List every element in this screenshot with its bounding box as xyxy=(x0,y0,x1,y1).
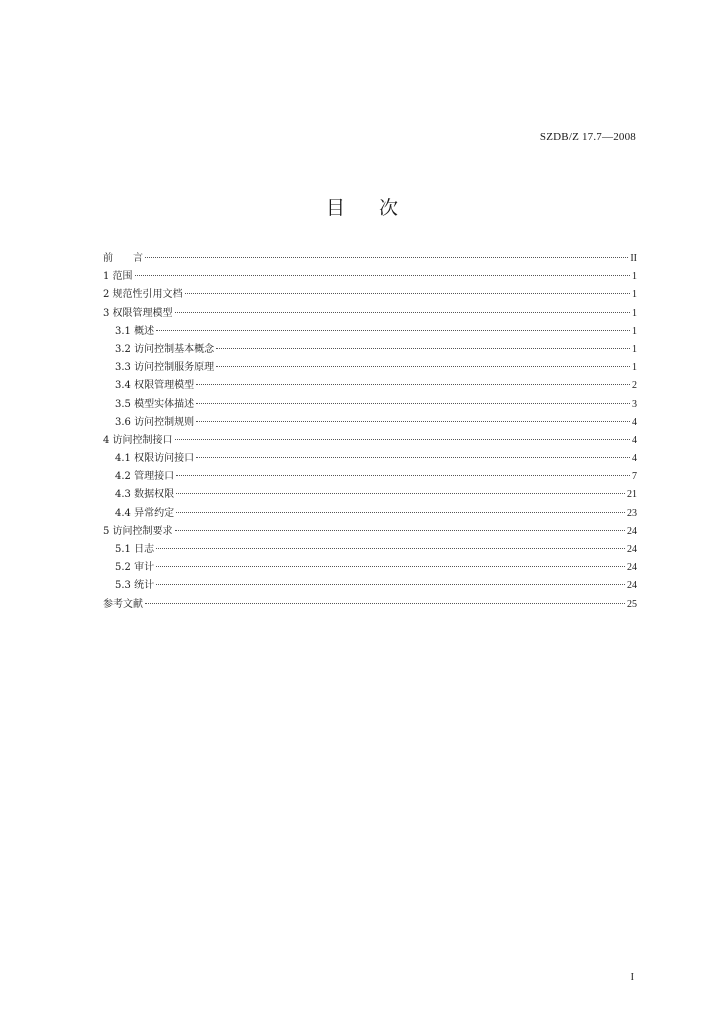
toc-entry-label: 4.3 数据权限 xyxy=(115,489,175,501)
toc-entry-page: 1 xyxy=(632,362,637,374)
dot-leader xyxy=(145,257,628,258)
title-char-2: 次 xyxy=(379,197,399,219)
dot-leader xyxy=(145,603,625,604)
toc-entry-page: 24 xyxy=(627,544,637,555)
toc-entry-page: 7 xyxy=(632,471,637,483)
toc-entry-label: 3.4 权限管理模型 xyxy=(115,380,195,392)
toc-entry-label: 5.2 审计 xyxy=(115,562,155,574)
dot-leader xyxy=(196,384,630,385)
page-number: I xyxy=(630,972,634,983)
toc-entry-label: 3 权限管理模型 xyxy=(103,307,173,319)
toc-entry-3-2[interactable] xyxy=(103,341,637,359)
toc-entry-label: 4.1 权限访问接口 xyxy=(115,453,195,465)
toc-entry-references[interactable] xyxy=(103,596,637,614)
standard-code: SZDB/Z 17.7—2008 xyxy=(539,131,636,143)
toc-entry-label: 5 访问控制要求 xyxy=(103,525,173,537)
dot-leader xyxy=(156,330,630,331)
toc-entry-5-1[interactable] xyxy=(103,541,637,559)
toc-entry-label: 5.3 统计 xyxy=(115,580,155,592)
toc-entry-page: 1 xyxy=(632,271,637,283)
toc-entry-4-4[interactable] xyxy=(103,505,637,523)
toc-entry-page: 1 xyxy=(632,307,637,319)
toc-entry-page: 23 xyxy=(627,507,637,519)
toc-entry-5-2[interactable] xyxy=(103,559,637,577)
dot-leader xyxy=(175,312,630,313)
toc-entry-label: 参考文献 xyxy=(103,598,143,610)
toc-entry-label: 1 范围 xyxy=(103,271,133,283)
toc-entry-page: 1 xyxy=(632,289,637,301)
toc-entry-page: 21 xyxy=(627,489,637,501)
toc-entry-3[interactable] xyxy=(103,305,637,323)
toc-entry-3-5[interactable] xyxy=(103,396,637,414)
toc-entry-2[interactable] xyxy=(103,286,637,304)
dot-leader xyxy=(156,584,625,585)
toc-entry-label: 4.2 管理接口 xyxy=(115,471,175,483)
toc-entry-5-3[interactable] xyxy=(103,577,637,595)
dot-leader xyxy=(176,493,625,494)
dot-leader xyxy=(176,512,625,513)
toc-entry-4-1[interactable] xyxy=(103,450,637,468)
dot-leader xyxy=(216,348,630,349)
toc-entry-page: II xyxy=(630,253,637,264)
toc-entry-page: 3 xyxy=(632,398,637,410)
dot-leader xyxy=(156,548,625,549)
toc-entry-4-3[interactable] xyxy=(103,486,637,504)
toc-entry-page: 24 xyxy=(627,580,637,592)
dot-leader xyxy=(196,403,630,404)
toc-entry-label: 3.6 访问控制规则 xyxy=(115,416,195,428)
table-of-contents xyxy=(103,250,637,614)
toc-entry-3-4[interactable] xyxy=(103,377,637,395)
dot-leader xyxy=(175,439,630,440)
page-title xyxy=(0,193,724,220)
toc-entry-label: 3.3 访问控制服务原理 xyxy=(115,362,215,374)
toc-entry-page: 2 xyxy=(632,380,637,392)
toc-entry-label: 3.5 模型实体描述 xyxy=(115,398,195,410)
toc-entry-page: 4 xyxy=(632,434,637,446)
toc-entry-3-6[interactable] xyxy=(103,414,637,432)
toc-entry-page: 25 xyxy=(627,598,637,610)
toc-entry-5[interactable] xyxy=(103,523,637,541)
dot-leader xyxy=(135,275,630,276)
toc-entry-1[interactable] xyxy=(103,268,637,286)
toc-entry-label: 5.1 日志 xyxy=(115,544,155,555)
toc-entry-label: 4.4 异常约定 xyxy=(115,507,175,519)
toc-entry-page: 4 xyxy=(632,416,637,428)
dot-leader xyxy=(196,457,630,458)
toc-entry-3-1[interactable] xyxy=(103,323,637,341)
toc-entry-4[interactable] xyxy=(103,432,637,450)
dot-leader xyxy=(185,293,630,294)
dot-leader xyxy=(156,566,625,567)
dot-leader xyxy=(176,475,630,476)
toc-entry-page: 24 xyxy=(627,562,637,574)
toc-entry-label: 3.1 概述 xyxy=(115,325,155,337)
toc-entry-label: 2 规范性引用文档 xyxy=(103,289,183,301)
dot-leader xyxy=(196,421,630,422)
toc-entry-4-2[interactable] xyxy=(103,468,637,486)
toc-entry-label: 4 访问控制接口 xyxy=(103,434,173,446)
toc-entry-page: 4 xyxy=(632,453,637,465)
toc-entry-label: 3.2 访问控制基本概念 xyxy=(115,343,215,355)
dot-leader xyxy=(175,530,625,531)
toc-entry-3-3[interactable] xyxy=(103,359,637,377)
toc-entry-foreword[interactable] xyxy=(103,250,637,268)
toc-entry-label: 前 言 xyxy=(103,253,143,264)
toc-entry-page: 1 xyxy=(632,325,637,337)
toc-entry-page: 1 xyxy=(632,343,637,355)
dot-leader xyxy=(216,366,630,367)
title-char-1: 目 xyxy=(325,197,345,219)
toc-entry-page: 24 xyxy=(627,525,637,537)
